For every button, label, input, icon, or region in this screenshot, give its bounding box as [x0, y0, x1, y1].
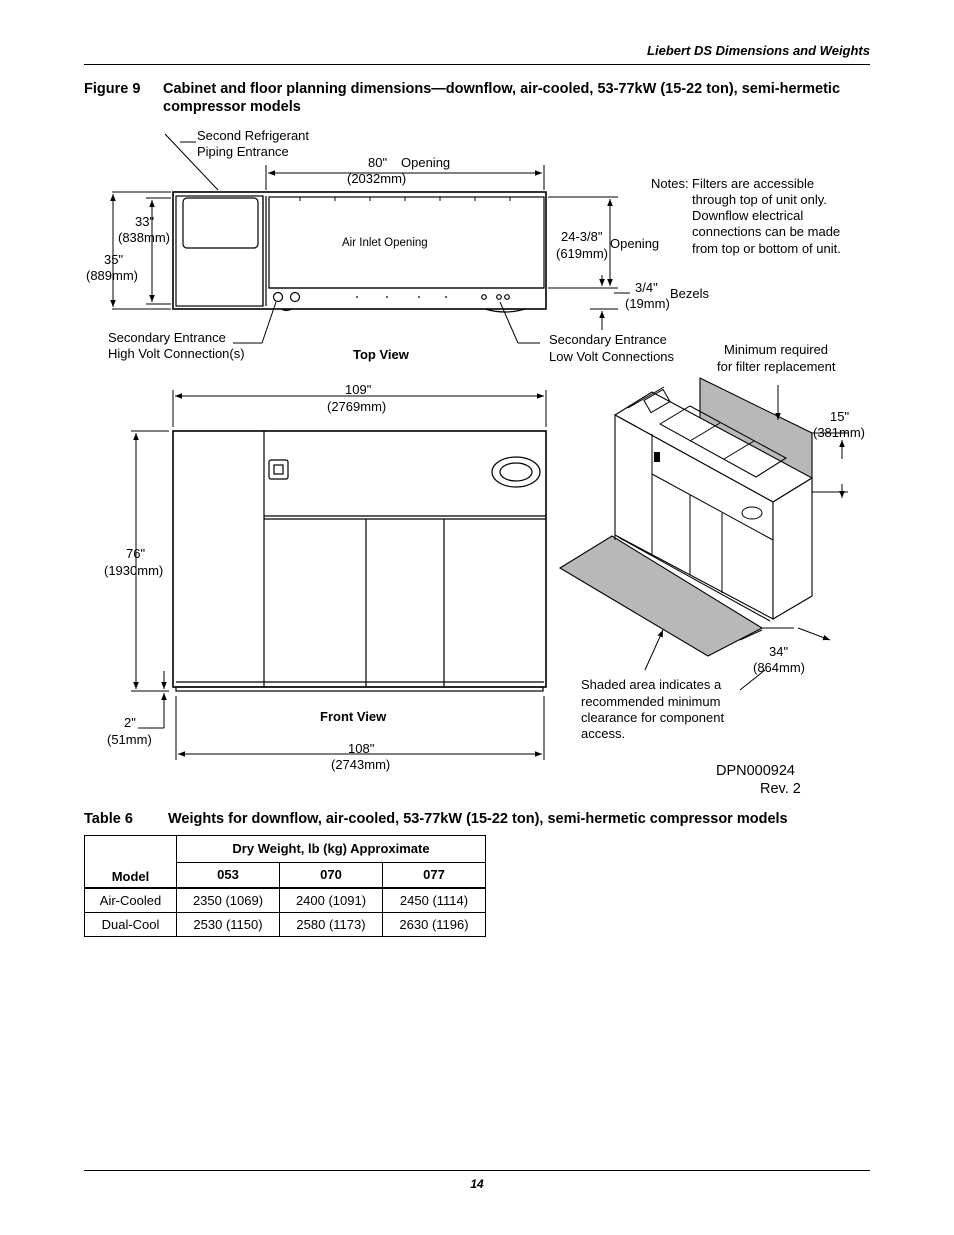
cell-value: 2450 (1114): [383, 888, 486, 913]
figure-label: Figure 9: [84, 81, 141, 97]
opening-depth-text: 24-3/8": [561, 229, 603, 244]
second-refrigerant-label-2: Piping Entrance: [197, 144, 289, 159]
col-header-077: 077: [383, 862, 486, 888]
base-2-mm: (51mm): [107, 732, 152, 747]
cell-value: 2400 (1091): [280, 888, 383, 913]
cell-value: 2350 (1069): [177, 888, 280, 913]
dim-34-mm: (864mm): [753, 660, 806, 675]
height-76-text: 76": [126, 546, 146, 561]
cell-value: 2630 (1196): [383, 913, 486, 937]
front-view: [173, 431, 546, 691]
opening-depth-mm: (619mm): [556, 246, 609, 261]
width-109-mm: (2769mm): [327, 399, 387, 414]
cabinet-side: [773, 478, 812, 619]
width-108-mm: (2743mm): [331, 757, 391, 772]
dim-15-mm: (381mm): [813, 425, 866, 440]
page-number: 14: [470, 1177, 484, 1191]
table-title: Weights for downflow, air-cooled, 53-77kW (15-22 ton), semi-hermetic compressor models: [168, 811, 788, 827]
width-108-text: 108": [348, 741, 375, 756]
low-volt-entrance-2: [497, 295, 502, 300]
top-view: [173, 192, 546, 312]
dim-34-text: 34": [769, 644, 789, 659]
secondary-lv-label-1: Secondary Entrance: [549, 332, 667, 347]
shaded-note-2: recommended minimum: [581, 694, 721, 709]
shaded-note-3: clearance for component: [581, 710, 725, 725]
liebert-logo-badge: [492, 457, 540, 487]
notes-line-2: through top of unit only.: [692, 192, 827, 207]
opening-width-mm: (2032mm): [347, 171, 407, 186]
doc-id: DPN000924: [716, 763, 795, 779]
col-header-053: 053: [177, 862, 280, 888]
depth-35-mm: (889mm): [86, 268, 139, 283]
low-volt-entrance-3: [505, 295, 510, 300]
opening-depth-word: Opening: [610, 236, 660, 251]
front-control-display: [269, 460, 288, 479]
secondary-lv-label-2: Low Volt Connections: [549, 349, 675, 364]
footer-rule: [84, 1170, 870, 1171]
top-view-outline: [173, 192, 546, 309]
top-view-left-panel: [176, 196, 263, 306]
doc-rev: Rev. 2: [760, 781, 801, 797]
col-header-070: 070: [280, 862, 383, 888]
high-volt-entrance-2: [291, 293, 300, 302]
high-volt-entrance-1: [274, 293, 283, 302]
bezel-text: 3/4": [635, 280, 658, 295]
notes-line-3: Downflow electrical: [692, 208, 804, 223]
running-header: Liebert DS Dimensions and Weights: [647, 43, 870, 58]
col-header-model: Model: [85, 836, 177, 889]
dim-15-text: 15": [830, 409, 850, 424]
bezel-mm: (19mm): [625, 296, 670, 311]
secondary-hv-label-1: Secondary Entrance: [108, 330, 226, 345]
top-view-window: [183, 198, 258, 248]
cell-value: 2580 (1173): [280, 913, 383, 937]
table-caption: [84, 811, 788, 827]
notes-line-5: from top or bottom of unit.: [692, 241, 841, 256]
isometric-view: [560, 378, 812, 656]
depth-33-text: 33": [135, 214, 155, 229]
second-refrigerant-label-1: Second Refrigerant: [197, 128, 310, 143]
width-109-text: 109": [345, 382, 372, 397]
depth-35-text: 35": [104, 252, 124, 267]
front-view-outline: [173, 431, 546, 687]
notes-line-4: connections can be made: [692, 224, 841, 239]
low-volt-entrance-1: [482, 295, 487, 300]
shaded-note-1: Shaded area indicates a: [581, 677, 722, 692]
figure-title: Cabinet and floor planning dimensions—downflow, air-cooled, 53-77kW (15-22 ton), semi-hermetic compressor models: [163, 81, 841, 115]
notes-label: Notes:: [651, 176, 689, 191]
row-model: Dual-Cool: [85, 913, 177, 937]
depth-33-mm: (838mm): [118, 230, 171, 245]
secondary-hv-label-2: High Volt Connection(s): [108, 346, 245, 361]
cell-value: 2530 (1150): [177, 913, 280, 937]
weights-table: [84, 835, 486, 937]
opening-width-word: Opening: [401, 155, 451, 170]
notes-line-1: Filters are accessible: [692, 176, 815, 191]
col-header-group: Dry Weight, lb (kg) Approximate: [177, 836, 486, 863]
shaded-note-4: access.: [581, 726, 626, 741]
table-label: Table 6: [84, 811, 133, 827]
table-row: [85, 913, 486, 937]
min-req-label-2: for filter replacement: [717, 359, 836, 374]
opening-width-text: 80": [368, 155, 388, 170]
top-view-label: Top View: [353, 347, 409, 362]
min-req-label-1: Minimum required: [724, 342, 829, 357]
air-inlet-label: Air Inlet Opening: [342, 237, 428, 249]
height-76-mm: (1930mm): [104, 563, 164, 578]
base-2-text: 2": [124, 715, 136, 730]
row-model: Air-Cooled: [85, 888, 177, 913]
bezel-word: Bezels: [670, 286, 710, 301]
front-view-label: Front View: [320, 709, 387, 724]
table-row: [85, 888, 486, 913]
